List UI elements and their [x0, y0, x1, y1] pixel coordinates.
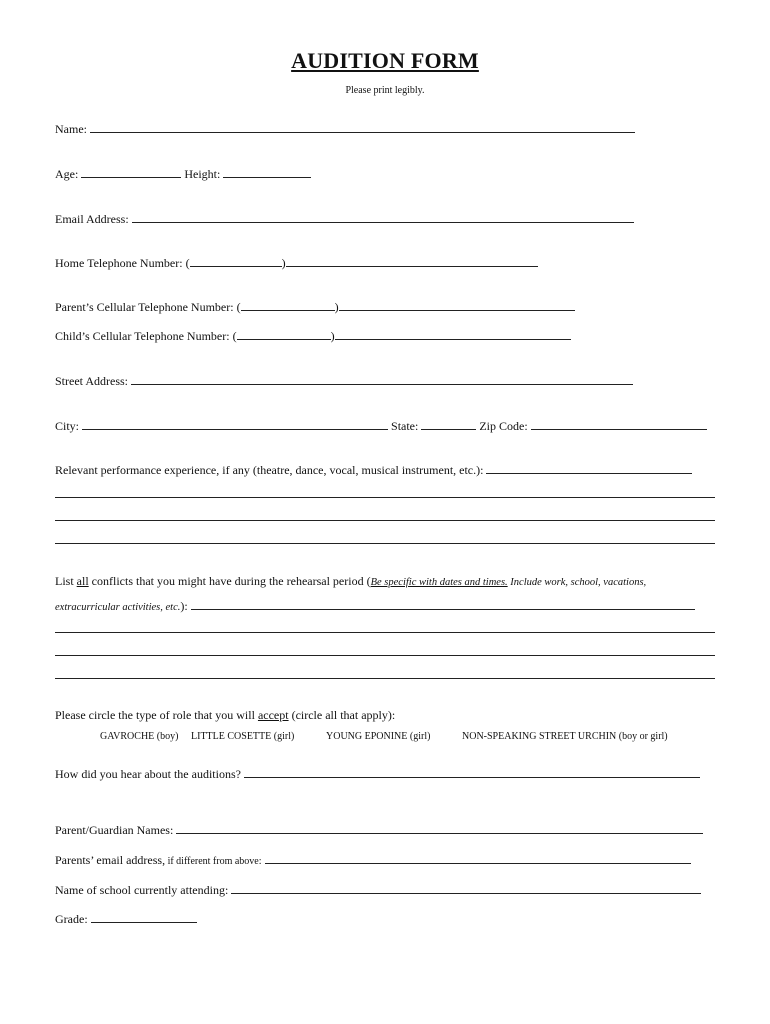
hear-field: [55, 766, 700, 782]
street-label: Street Address:: [55, 374, 128, 388]
roles-prompt: [55, 708, 395, 723]
parent-cell-field: [55, 299, 575, 315]
street-input-line[interactable]: [131, 373, 633, 385]
experience-label: Relevant performance experience, if any (theatre, dance, vocal, musical instrument, etc.):: [55, 463, 484, 477]
role-option-little-cosette[interactable]: LITTLE COSETTE (girl): [191, 731, 295, 742]
name-input-line[interactable]: [90, 121, 635, 133]
open-paren: (: [236, 300, 241, 314]
conflicts-prompt-2: [55, 598, 695, 614]
school-input-line[interactable]: [231, 882, 701, 894]
height-input-line[interactable]: [223, 166, 311, 178]
email-label: Email Address:: [55, 212, 129, 226]
role-option-young-eponine[interactable]: YOUNG EPONINE (girl): [326, 731, 431, 742]
hear-label: How did you hear about the auditions?: [55, 767, 241, 781]
email-input-line[interactable]: [132, 211, 634, 223]
home-phone-number-line[interactable]: [286, 255, 538, 267]
experience-field: [55, 462, 692, 478]
child-cell-label: Child’s Cellular Telephone Number:: [55, 329, 230, 343]
zip-label: Zip Code:: [479, 419, 528, 433]
role-option-street-urchin[interactable]: NON-SPEAKING STREET URCHIN (boy or girl): [462, 731, 668, 742]
zip-input-line[interactable]: [531, 418, 707, 430]
age-height-row: [55, 166, 311, 182]
experience-input-line[interactable]: [486, 462, 692, 474]
city-input-line[interactable]: [82, 418, 388, 430]
conflicts-line-2[interactable]: [55, 632, 715, 633]
roles-text-a: Please circle the type of role that you will: [55, 708, 258, 722]
close-paren: ): [334, 300, 339, 314]
city-label: City:: [55, 419, 80, 433]
experience-line-2[interactable]: [55, 497, 715, 498]
height-label: Height:: [184, 167, 221, 181]
roles-text-b: (circle all that apply):: [288, 708, 396, 722]
school-label: Name of school currently attending:: [55, 883, 229, 897]
grade-input-line[interactable]: [91, 911, 197, 923]
home-phone-area-line[interactable]: [190, 255, 282, 267]
parent-cell-label: Parent’s Cellular Telephone Number:: [55, 300, 234, 314]
open-paren: (: [232, 329, 237, 343]
age-label: Age:: [55, 167, 79, 181]
roles-accept: accept: [257, 708, 289, 722]
grade-label: Grade:: [55, 912, 88, 926]
close-paren: ): [281, 256, 286, 270]
school-field: [55, 882, 701, 898]
guardian-input-line[interactable]: [176, 822, 703, 834]
age-input-line[interactable]: [81, 166, 181, 178]
name-label: Name:: [55, 122, 87, 136]
home-phone-label: Home Telephone Number:: [55, 256, 183, 270]
conflicts-line-3[interactable]: [55, 655, 715, 656]
parent-email-field: [55, 852, 691, 868]
parent-email-input-line[interactable]: [265, 852, 691, 864]
parent-cell-number-line[interactable]: [339, 299, 575, 311]
street-field: [55, 373, 633, 389]
conflicts-text-b: conflicts that you might have during the rehearsal period (: [88, 574, 371, 588]
child-cell-field: [55, 328, 571, 344]
child-cell-area-line[interactable]: [237, 328, 331, 340]
name-field: [55, 121, 635, 137]
hear-input-line[interactable]: [244, 766, 700, 778]
guardian-label: Parent/Guardian Names:: [55, 823, 174, 837]
child-cell-number-line[interactable]: [335, 328, 571, 340]
conflicts-text-d: extracurricular activities, etc.: [55, 602, 181, 613]
email-field: [55, 211, 634, 227]
conflicts-input-line[interactable]: [191, 598, 695, 610]
role-option-gavroche[interactable]: GAVROCHE (boy): [100, 731, 179, 742]
conflicts-text-a: List: [55, 574, 77, 588]
form-title: AUDITION FORM: [291, 48, 479, 73]
form-subtitle: Please print legibly.: [345, 85, 425, 96]
conflicts-text-e: ):: [180, 599, 188, 613]
state-input-line[interactable]: [421, 418, 476, 430]
conflicts-specific: Be specific with dates and times.: [370, 577, 508, 588]
conflicts-prompt: [55, 574, 646, 589]
city-state-zip-row: [55, 418, 707, 434]
grade-field: [55, 911, 197, 927]
parent-email-note: if different from above:: [165, 856, 262, 867]
home-phone-field: [55, 255, 538, 271]
conflicts-all: all: [76, 574, 89, 588]
guardian-field: [55, 822, 703, 838]
parent-email-label: Parents’ email address,: [55, 853, 166, 867]
close-paren: ): [330, 329, 335, 343]
conflicts-text-c: Include work, school, vacations,: [507, 577, 647, 588]
conflicts-line-4[interactable]: [55, 678, 715, 679]
state-label: State:: [391, 419, 419, 433]
experience-line-3[interactable]: [55, 520, 715, 521]
experience-line-4[interactable]: [55, 543, 715, 544]
parent-cell-area-line[interactable]: [241, 299, 335, 311]
open-paren: (: [185, 256, 190, 270]
